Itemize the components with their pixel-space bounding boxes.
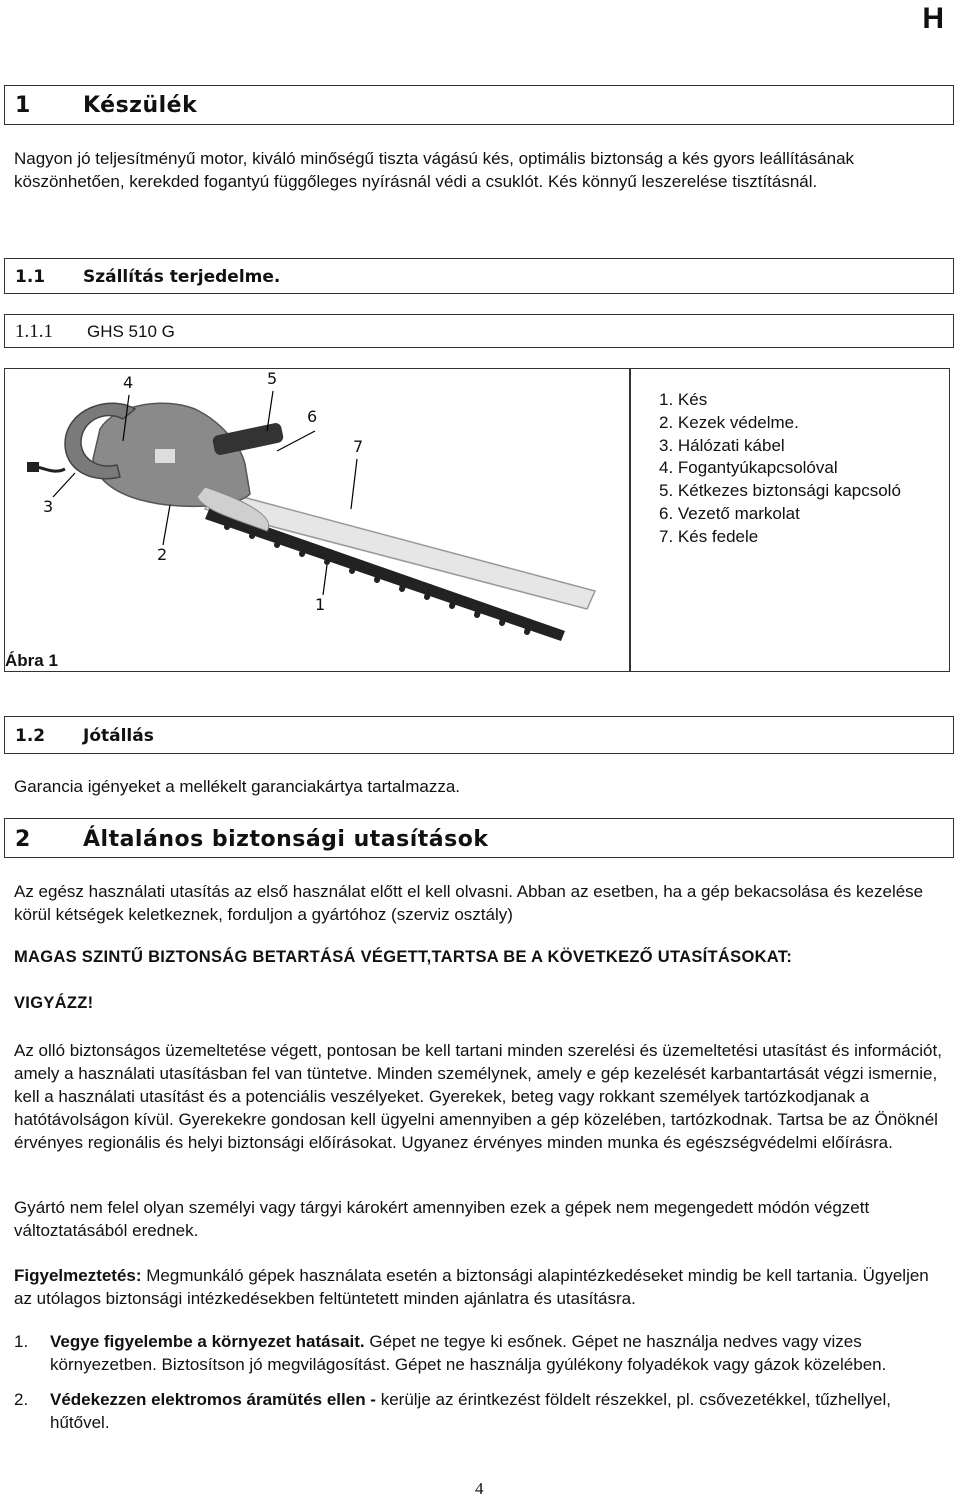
figure-legend — [659, 389, 901, 549]
list-item — [14, 1388, 944, 1434]
page-number: 4 — [475, 1479, 484, 1498]
section-1-header — [4, 85, 954, 125]
legend-item: 5. Kétkezes biztonsági kapcsoló — [659, 481, 901, 501]
callout-2: 2 — [157, 545, 168, 564]
list-item-text: kerülje az érintkezést földelt részekkel, pl. csővezetékkel, tűzhellyel, hűtővel. — [50, 1390, 891, 1432]
callout-3: 3 — [43, 497, 54, 516]
warning-word: VIGYÁZZ! — [14, 994, 94, 1012]
warning-paragraph — [14, 1264, 944, 1310]
section-2-title: Általános biztonsági utasítások — [83, 827, 489, 852]
section-1-1-1-number: 1.1.1 — [15, 321, 53, 342]
legend-item: 4. Fogantyúkapcsolóval — [659, 458, 838, 478]
section-1-1-number: 1.1 — [15, 267, 46, 287]
callout-7: 7 — [353, 437, 364, 456]
section-2-intro: Az egész használati utasítás az első használat előtt el kell olvasni. Abban az esetben, ha a gép bekacsolása és kezelése körül kétségek keletkeznek, forduljon a gyártóhoz (szerviz osztály) — [14, 882, 924, 924]
figure-1 — [4, 368, 950, 672]
section-1-1-1-header — [4, 314, 954, 348]
callout-6: 6 — [307, 407, 318, 426]
warning-label: Figyelmeztetés: — [14, 1266, 142, 1285]
section-2-para-1: Az olló biztonságos üzemeltetése végett, pontosan be kell tartani minden szerelési és üzemeltetési utasítást és információt, amely a használati utasításban fel van tüntetve. Minden személynek, amely e gép kezelését karbantartását végzi ismernie, kell a használati utasítást és a potenciális veszélyeket. Gyerekek, beteg vagy rokkant személyek tartózkodjanak a hatótávolságon kívül. Gyerekekre gondosan kell ügyelni amennyiben a gép közelében, tartózkodnak. Tartsa be az Önöknél érvényes regionális és helyi biztonsági előírásokat. Ugyanez érvényes minden munka és egészségvédelmi előírásra. — [14, 1041, 942, 1152]
language-tag: H — [922, 2, 944, 35]
section-2-header — [4, 818, 954, 858]
section-1-2-text: Garancia igényeket a mellékelt garanciakártya tartalmazza. — [14, 777, 460, 796]
legend-item: 3. Hálózati kábel — [659, 435, 785, 455]
list-item — [14, 1330, 944, 1376]
figure-divider — [629, 369, 631, 671]
list-item-number: 2. — [14, 1390, 29, 1409]
section-2-number: 2 — [15, 827, 31, 852]
section-1-intro: Nagyon jó teljesítményű motor, kiváló minőségű tiszta vágású kés, optimális biztonság a kés gyors leállításának köszönhetően, kerekded fogantyú függőleges nyírásnál védi a csuklót. Kés könnyű leszerelése tisztításnál. — [14, 149, 855, 191]
section-1-number: 1 — [15, 93, 31, 118]
safety-list — [14, 1330, 944, 1444]
safety-caps-line: MAGAS SZINTŰ BIZTONSÁG BETARTÁSÁ VÉGETT,TARTSA BE A KÖVETKEZŐ UTASÍTÁSOKAT: — [14, 948, 793, 966]
callout-1: 1 — [315, 595, 326, 614]
legend-item: 2. Kezek védelme. — [659, 412, 799, 432]
callout-5: 5 — [267, 369, 278, 388]
section-1-1-title: Szállítás terjedelme. — [83, 267, 281, 287]
section-1-2-title: Jótállás — [83, 726, 154, 746]
section-1-2-header — [4, 716, 954, 754]
list-item-bold: Vegye figyelembe a környezet hatásait. — [50, 1332, 365, 1351]
figure-caption: Ábra 1 — [5, 651, 58, 670]
callout-4: 4 — [123, 373, 134, 392]
section-1-title: Készülék — [83, 93, 198, 118]
legend-item: 1. Kés — [659, 390, 708, 409]
list-item-number: 1. — [14, 1332, 29, 1351]
list-item-text: Gépet ne tegye ki esőnek. Gépet ne használja nedves vagy vizes környezetben. Biztosítson jó megvilágosítást. Gépet ne használja gyúlékony folyadékok vagy gázok közelében. — [50, 1332, 887, 1374]
legend-item: 7. Kés fedele — [659, 526, 759, 546]
section-1-2-number: 1.2 — [15, 726, 46, 746]
section-1-1-1-title: GHS 510 G — [87, 322, 175, 341]
section-1-1-header — [4, 258, 954, 294]
warning-text: Megmunkáló gépek használata esetén a biztonsági alapintézkedéseket mindig be kell tartania. Ügyeljen az utólagos biztonsági intézkedésekben feltüntetett minden ajánlatra és utasításra. — [14, 1266, 929, 1308]
section-2-para-2: Gyártó nem felel olyan személyi vagy tárgyi károkért amennyiben ezek a gépek nem megengedett módón végzett változtatásából erednek. — [14, 1198, 870, 1240]
list-item-bold: Védekezzen elektromos áramütés ellen - — [50, 1390, 376, 1409]
legend-item: 6. Vezető markolat — [659, 503, 800, 523]
